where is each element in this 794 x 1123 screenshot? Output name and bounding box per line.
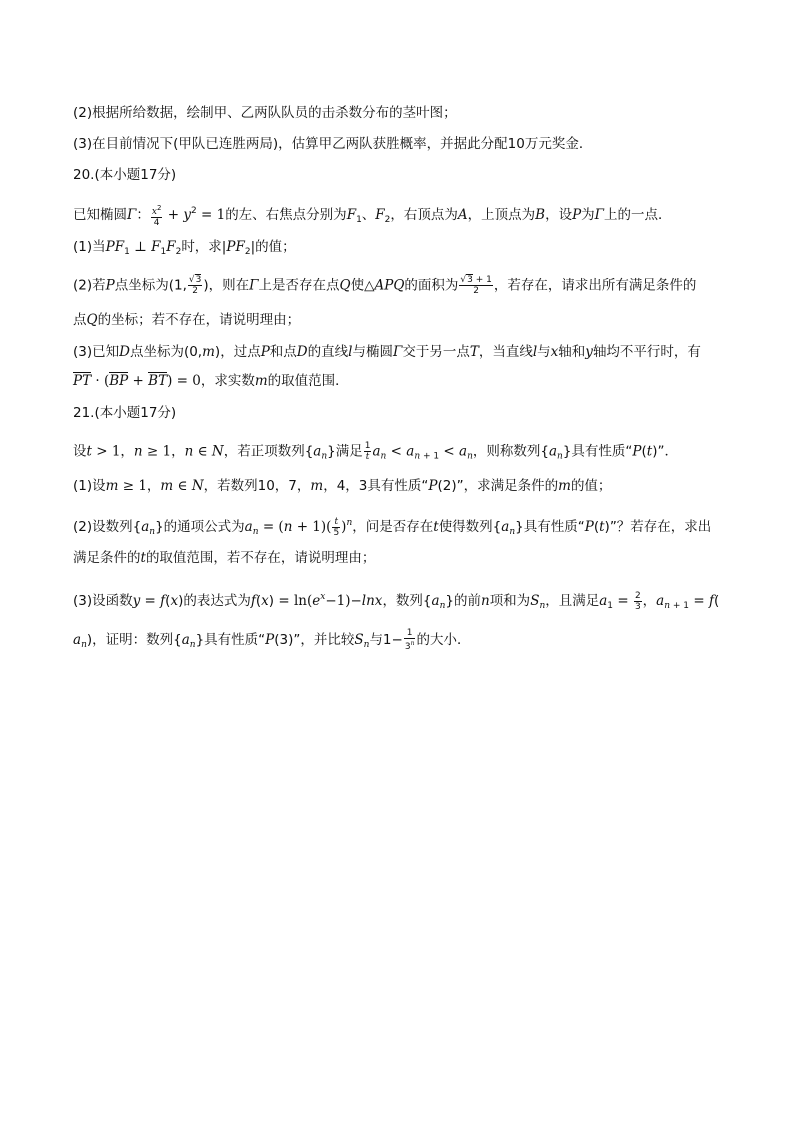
q20-part3-line1: (3)已知D点坐标为(0,m)，过点P和点D的直线l与椭圆Γ交于另一点T，当直线l与x轴和y轴均不平行时，有 [73,344,701,360]
q20-part1: (1)当$PF_1$ ⊥ $F_1F_2$时，求$|PF_2|$的值； [73,239,296,257]
q20-part2-line2: 点Q的坐标；若不存在，请说明理由； [73,312,301,328]
q19-part3: (3)在目前情况下(甲队已连胜两局)，估算甲乙两队获胜概率，并据此分配10万元奖金． [73,136,593,152]
q19-part2: (2)根据所给数据，绘制甲、乙两队队员的击杀数分布的茎叶图； [73,105,457,121]
q20-stem: 已知椭圆Γ： $\frac{x^2}{4}$ + $y^2 = 1$的左、右焦点分别为$F_1$、$F_2$，右顶点为A，上顶点为B，设P为Γ上的一点． [73,203,672,228]
q21-part3-line1: (3)设函数y = f(x)的表达式为$f(x) = \ln(e^x-1)-\ln x$，数列$\{a_n\}$的前n项和为$S_n$，且满足$a_1$ = $\frac{2}{3}$ ，$a_{n + 1} = f$( [73,590,720,612]
q21-part3-line2: $a_n$)，证明：数列$\{a_n\}$具有性质“P(3)”，并比较$S_n$与1− $\frac{1}{3^n}$ 的大小． [73,628,471,652]
q20-header: 20.(本小题17分) [73,167,177,183]
q20-part3-line2: PT · (BP + BT) = 0，求实数m的取值范围． [73,373,349,389]
q21-header: 21.(本小题17分) [73,405,177,421]
q21-part2-line1: (2)设数列$\{a_n\}$的通项公式为$a_n = (n + 1)$( $\frac{t}{5}$ )$^n$，问是否存在t使得数列$\{a_n\}$具有性质“P(t)”？若存在，求出 [73,516,712,538]
q21-part2-line2: 满足条件的t的取值范围，若不存在，请说明理由； [73,550,376,566]
q21-part1: (1)设m ≥ 1，m ∈ N，若数列10，7，m，4，3具有性质“P(2)”，求满足条件的m的值； [73,478,612,494]
q21-stem: 设t > 1，n ≥ 1，n ∈ N，若正项数列$\{a_n\}$满足 $\frac{1}{t}$ $a_n < a_{n + 1} < a_n$，则称数列$\{a_n\}$具有性质“P(t)”． [73,441,678,462]
q20-part2-line1: (2)若P点坐标为(1, $\frac{√3}{2}$ )，则在Γ上是否存在点Q使△APQ的面积为 $\frac{√3 + 1}{2}$ ，若存在，请求出所有满足条件的 [73,275,697,296]
